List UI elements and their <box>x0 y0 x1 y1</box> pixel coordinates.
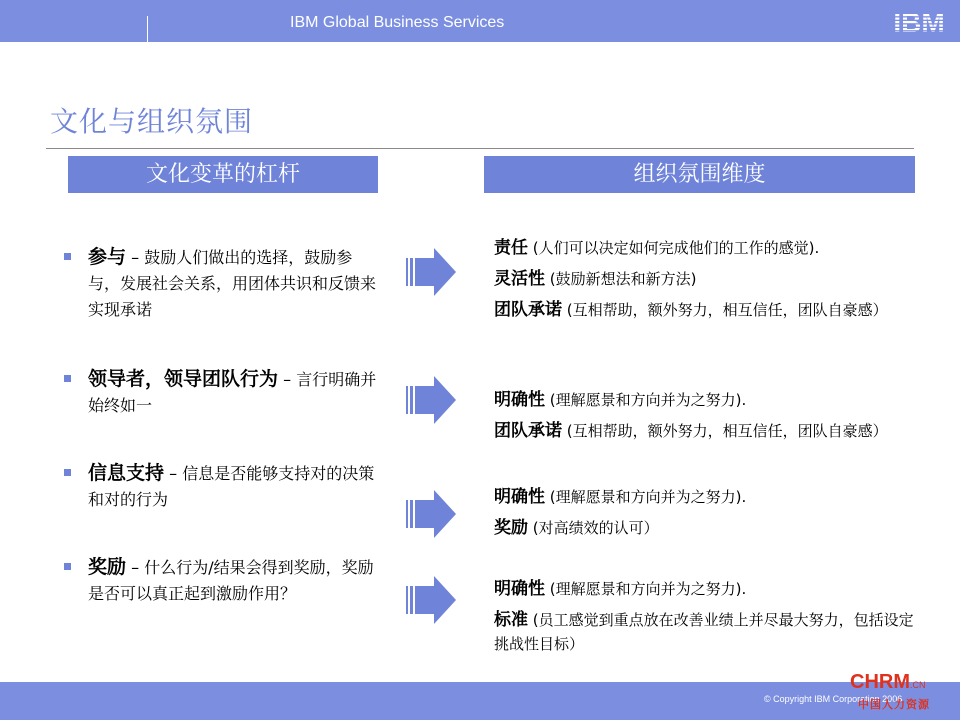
lever-item <box>64 554 384 607</box>
lever-separator: – <box>126 248 145 267</box>
right-arrow-icon <box>406 490 456 538</box>
lever-description: 什么行为/结果会得到奖励，奖励是否可以真正起到激励作用？ <box>88 558 374 603</box>
ibm-logo <box>886 7 952 35</box>
square-bullet-icon <box>64 253 71 260</box>
watermark-subtitle: 中国人力资源 <box>858 698 930 711</box>
lever-item <box>64 460 384 513</box>
dimension-term: 灵活性 <box>494 269 545 289</box>
right-arrow-icon <box>406 248 456 296</box>
dimension-item <box>494 419 914 443</box>
dimension-term: 团队承诺 <box>494 421 562 441</box>
dimension-item <box>494 608 914 656</box>
header-divider <box>147 16 148 42</box>
left-column-header: 文化变革的杠杆 <box>68 156 378 193</box>
header-title: IBM Global Business Services <box>290 14 505 31</box>
right-arrow-icon <box>406 576 456 624</box>
right-column-header: 组织氛围维度 <box>484 156 915 193</box>
right-arrow-icon <box>406 376 456 424</box>
dimension-group <box>494 388 914 450</box>
dimension-term: 团队承诺 <box>494 300 562 320</box>
dimension-description: (员工感觉到重点放在改善业绩上并尽最大努力，包括设定挑战性目标） <box>494 611 914 653</box>
dimension-item <box>494 516 914 540</box>
dimension-group <box>494 485 914 547</box>
dimension-term: 标准 <box>494 610 528 630</box>
square-bullet-icon <box>64 563 71 570</box>
lever-separator: – <box>278 370 297 389</box>
lever-description: 鼓励人们做出的选择，鼓励参与，发展社会关系，用团体共识和反馈来实现承诺 <box>88 248 377 319</box>
dimension-description: (理解愿景和方向并为之努力). <box>545 488 747 506</box>
dimension-term: 奖励 <box>494 518 528 538</box>
dimension-description: (理解愿景和方向并为之努力). <box>545 391 747 409</box>
dimension-term: 明确性 <box>494 487 545 507</box>
title-divider <box>46 148 914 149</box>
lever-description: 信息是否能够支持对的决策和对的行为 <box>88 464 375 509</box>
dimension-item <box>494 485 914 509</box>
dimension-group <box>494 236 914 329</box>
dimension-description: (鼓励新想法和新方法) <box>545 270 697 288</box>
dimension-term: 明确性 <box>494 390 545 410</box>
dimension-item <box>494 298 914 322</box>
ibm-logo-text: IBM <box>893 7 945 35</box>
copyright-text: © Copyright IBM Corporation 2006 <box>764 694 903 704</box>
dimension-description: (理解愿景和方向并为之努力). <box>545 580 747 598</box>
dimension-description: (互相帮助，额外努力，相互信任，团队自豪感） <box>562 422 888 440</box>
chrm-watermark-logo <box>850 671 926 694</box>
dimension-term: 明确性 <box>494 579 545 599</box>
watermark-domain-text: .CN <box>910 680 926 690</box>
dimension-description: (人们可以决定如何完成他们的工作的感觉). <box>528 239 820 257</box>
lever-term: 奖励 <box>88 556 127 578</box>
dimension-term: 责任 <box>494 238 528 258</box>
slide-title: 文化与组织氛围 <box>50 105 254 138</box>
dimension-item <box>494 388 914 412</box>
lever-item <box>64 366 384 419</box>
dimension-item <box>494 577 914 601</box>
square-bullet-icon <box>64 469 71 476</box>
lever-term: 领导者，领导团队行为 <box>88 368 279 390</box>
lever-term: 信息支持 <box>88 462 165 484</box>
dimension-item <box>494 236 914 260</box>
dimension-item <box>494 267 914 291</box>
lever-description: 言行明确并始终如一 <box>88 370 377 415</box>
dimension-group <box>494 577 914 663</box>
lever-term: 参与 <box>88 246 127 268</box>
dimension-description: (对高绩效的认可） <box>528 519 659 537</box>
watermark-main-text: CHRM <box>850 671 910 693</box>
lever-item <box>64 244 384 323</box>
lever-separator: – <box>164 464 183 483</box>
lever-separator: – <box>126 558 145 577</box>
square-bullet-icon <box>64 375 71 382</box>
dimension-description: (互相帮助，额外努力，相互信任，团队自豪感） <box>562 301 888 319</box>
